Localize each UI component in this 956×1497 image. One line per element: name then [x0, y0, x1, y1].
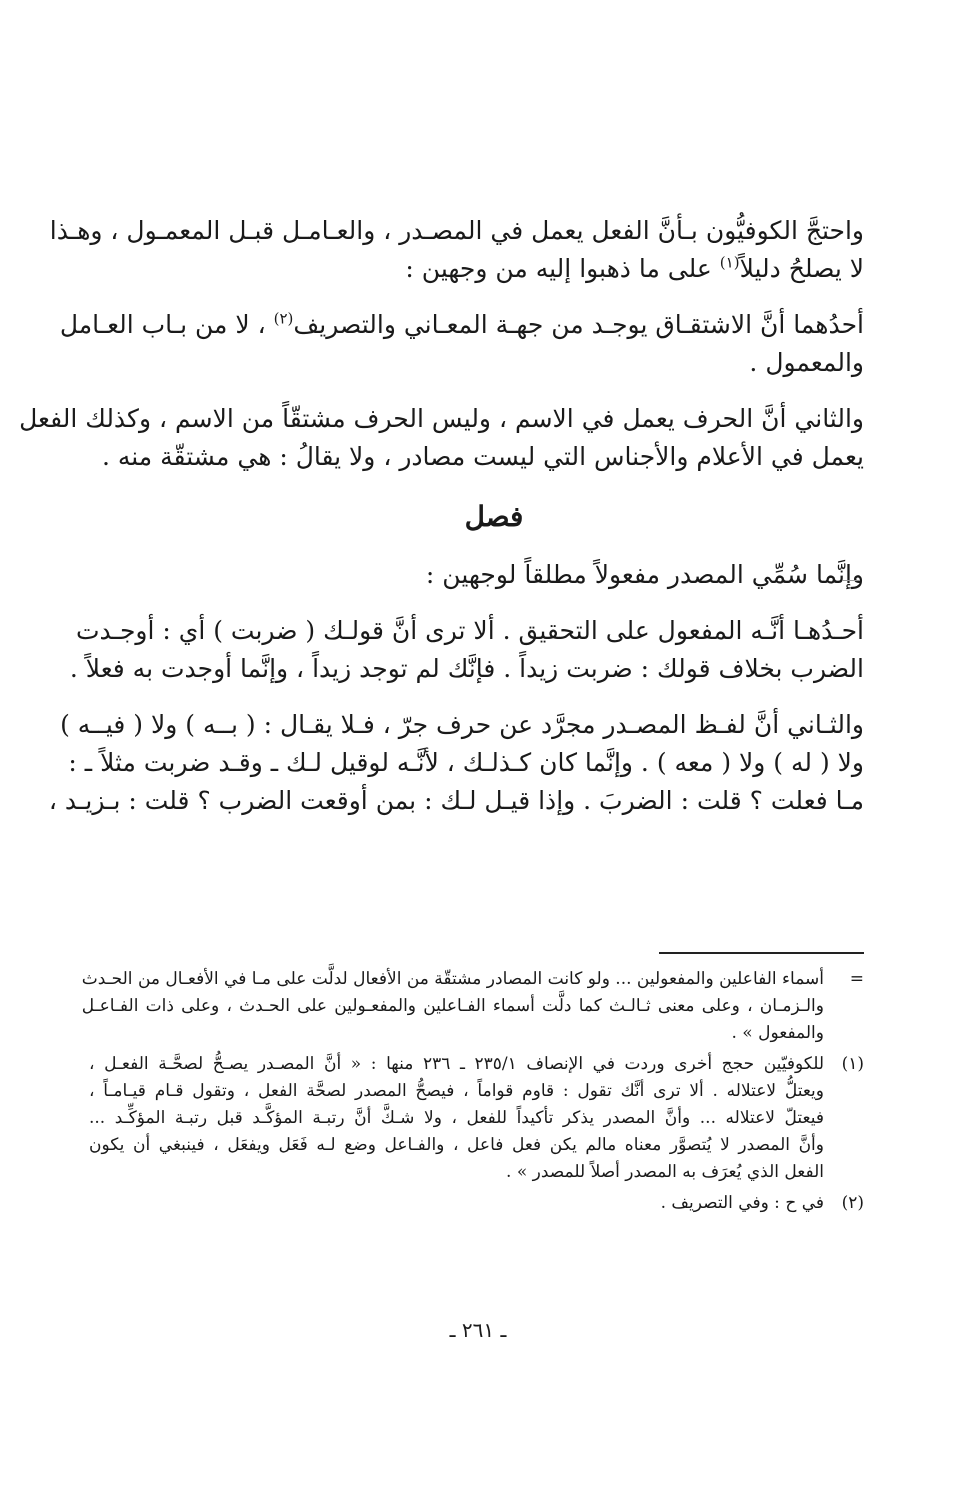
- footnote-body: [82, 966, 824, 1047]
- margin-mark: [842, 580, 860, 581]
- footnote-ref-1: (١): [719, 253, 740, 272]
- footnote-line: فيعتلّ لاعتلاله ... وأنَّ المصدر يذكر تأكيداً للفعل ، ولا شـكَّ أنَّ رتبـة المؤكَّـد قبل رتبـة المؤكِّـد ...: [89, 1108, 824, 1128]
- footnote-line: للكوفيّين حجج أخرى وردت في الإنصاف ٢٣٥/١ ـ ٢٣٦ منها : « أنَّ المصـدر يصـحُّ لصحَّـة الفعـل ،: [89, 1054, 824, 1074]
- paragraph-6: [48, 706, 864, 820]
- text-line: ولا ( له ) ولا ( معه ) . وإنَّما كان كـذلـك ، لأنَّـه لوقيل لـك ـ وقـد ضربت مثلاً ـ :: [68, 748, 864, 777]
- footnote-line: ويعتلُّ لاعتلاله . ألا ترى أنَّك تقول : قاوم قواماً ، فيصحُّ المصدر لصحَّة الفعل ، وتقول قـام قيـامـاً ،: [89, 1081, 824, 1101]
- text-line: وإنَّما سُمِّي المصدر مفعولاً مطلقاً لوجهين :: [425, 560, 864, 589]
- text-line: الضرب بخلاف قولك : ضربت زيداً . فإنَّك لم توجد زيداً ، وإنَّما أوجدت به فعلاً .: [69, 654, 864, 683]
- footnote-body: [89, 1051, 824, 1186]
- text-line: يعمل في الأعلام والأجناس التي ليست مصادر ، ولا يقالُ : هي مشتقّة منه .: [101, 442, 864, 471]
- footnote-1: [89, 1051, 864, 1186]
- text-line: والثـاني أنَّ لفـظ المصـدر مجرَّد عن حرف جرّ ، فـلا يقـال : ( بــه ) ولا ( فيــه ): [60, 710, 864, 739]
- footnote-2: [89, 1190, 864, 1217]
- paragraph-1: [49, 212, 864, 288]
- text-line: والثاني أنَّ الحرف يعمل في الاسم ، وليس الحرف مشتقّاً من الاسم ، وكذلك الفعل: [19, 404, 864, 433]
- paragraph-2: [59, 306, 864, 382]
- footnote-divider: [659, 952, 864, 954]
- footnote-marker: =: [849, 969, 864, 989]
- text-line: أحدُهما أنَّ الاشتقـاق يوجـد من جهـة المعـاني والتصريف$^{(٢)}$ ، لا من بـاب العـامل: [59, 309, 864, 339]
- section-heading: فصل: [464, 500, 524, 533]
- footnote-line: الفعل الذي يُعرَف به المصدر أصلاً للمصدر » .: [506, 1162, 824, 1182]
- page-number: ـ ٢٦١ ـ: [449, 1318, 507, 1342]
- footnote-line: والـزمـان ، وعلى معنى ثـالـث كما دلَّت أسماء الفـاعلين والمفعـولين على الحـدث ، وعلى ذات الفـاعـل: [81, 996, 824, 1016]
- text-line: والمعمول .: [749, 348, 864, 377]
- footnote-marker: (٢): [841, 1193, 864, 1213]
- text-line: مـا فعلت ؟ قلت : الضربَ . وإذا قيـل لـك : بمن أوقعت الضرب ؟ قلت : بـزيـد ،: [48, 786, 864, 815]
- footnote-line: وأنَّ المصدر لا يُتصوَّر معناه مالم يكن فعل فاعل ، والفـاعل وضع لـه فَعَل ويفعَل ، فينبغي أن يكون: [89, 1135, 824, 1155]
- paragraph-4: [124, 556, 864, 594]
- footnote-continuation: [81, 966, 864, 1047]
- paragraph-5: [69, 612, 864, 688]
- footnote-line: أسماء الفاعلين والمفعولين ... ولو كانت المصادر مشتقّة من الأفعال لدلَّت على مـا في الأفعـال من الحـدث: [81, 969, 824, 989]
- text-line: أحـدُهـا أنَّـه المفعول على التحقيق . ألا ترى أنَّ قولـك ( ضربت ) أي : أوجـدت: [75, 616, 864, 645]
- footnote-body: [89, 1190, 824, 1217]
- footnote-marker: (١): [841, 1054, 864, 1074]
- footnote-ref-2: (٢): [273, 309, 294, 328]
- text-line: واحتجَّ الكوفيُّون بـأنَّ الفعل يعمل في المصـدر ، والعـامـل قبـل المعمـول ، وهـذا: [49, 216, 864, 245]
- footnotes: [81, 966, 864, 1221]
- footnote-line: والمفعول » .: [731, 1023, 824, 1043]
- text-line: لا يصلحُ دليلاً$^{(١)}$ على ما ذهبوا إليه من وجهين :: [405, 253, 864, 283]
- footnote-line: في ح : وفي التصريف .: [660, 1193, 824, 1213]
- main-text: [19, 212, 864, 838]
- paragraph-3: [19, 400, 864, 476]
